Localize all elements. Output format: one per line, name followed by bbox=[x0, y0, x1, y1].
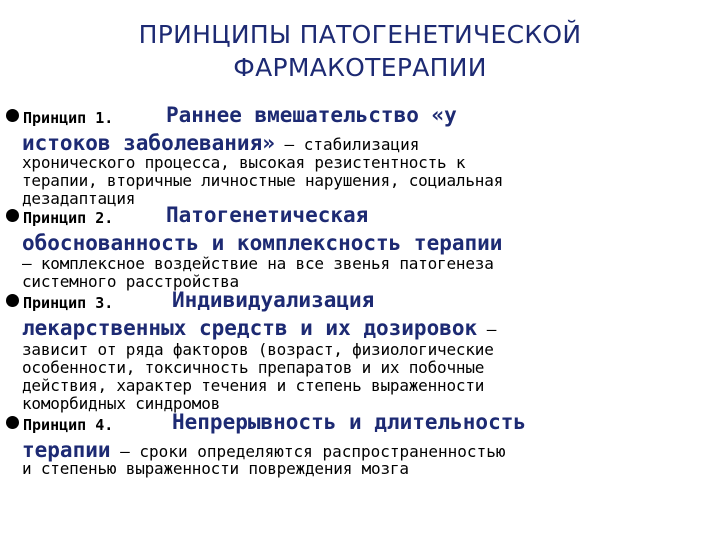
principle-title: Патогенетическая bbox=[166, 203, 369, 227]
slide-title-line-1: ПРИНЦИПЫ ПАТОГЕНЕТИЧЕСКОЙ bbox=[138, 20, 582, 49]
principle-title-cont: обоснованность и комплексность терапии bbox=[22, 231, 503, 255]
desc-line: коморбидных синдромов bbox=[22, 394, 221, 413]
principle-description bbox=[22, 341, 687, 413]
slide-title bbox=[60, 18, 660, 84]
principle-desc-inline: – стабилизация bbox=[274, 135, 420, 154]
desc-line: зависит от ряда факторов (возраст, физиологические bbox=[22, 340, 494, 359]
principle-description bbox=[22, 255, 687, 291]
desc-line: действия, характер течения и степень выраженности bbox=[22, 376, 485, 395]
bullet-icon bbox=[6, 209, 19, 222]
principle-title: Раннее вмешательство «у bbox=[166, 103, 457, 127]
principle-title-cont: истоков заболевания» bbox=[22, 131, 275, 155]
principle-2 bbox=[6, 203, 706, 291]
desc-line: терапии, вторичные личностные нарушения, социальная bbox=[22, 171, 504, 190]
principle-desc-inline: – сроки определяются распространенностью bbox=[110, 442, 506, 461]
principle-desc-inline: – bbox=[477, 320, 497, 339]
desc-line: системного расстройства bbox=[22, 272, 239, 291]
principle-label: Принцип 3. bbox=[23, 294, 114, 312]
principle-title-cont: лекарственных средств и их дозировок bbox=[22, 316, 478, 340]
principle-label: Принцип 4. bbox=[23, 416, 114, 434]
principle-1 bbox=[6, 103, 706, 208]
desc-line: дезадаптация bbox=[22, 189, 136, 208]
bullet-icon bbox=[6, 109, 19, 122]
desc-line: особенности, токсичность препаратов и их побочные bbox=[22, 358, 485, 377]
principle-title-cont: терапии bbox=[22, 438, 111, 462]
principle-label: Принцип 2. bbox=[23, 209, 114, 227]
desc-line: – комплексное воздействие на все звенья патогенеза bbox=[22, 254, 494, 273]
desc-line: и степенью выраженности повреждения мозга bbox=[22, 459, 409, 478]
bullet-icon bbox=[6, 416, 19, 429]
principle-3 bbox=[6, 288, 706, 413]
principle-description bbox=[22, 154, 687, 208]
principle-label: Принцип 1. bbox=[23, 109, 114, 127]
bullet-icon bbox=[6, 294, 19, 307]
principle-title: Непрерывность и длительность bbox=[172, 410, 527, 434]
principle-title: Индивидуализация bbox=[172, 288, 375, 312]
principle-4 bbox=[6, 410, 706, 478]
desc-line: хронического процесса, высокая резистентность к bbox=[22, 153, 466, 172]
slide-title-line-2: ФАРМАКОТЕРАПИИ bbox=[233, 53, 487, 82]
principle-description bbox=[22, 460, 687, 478]
